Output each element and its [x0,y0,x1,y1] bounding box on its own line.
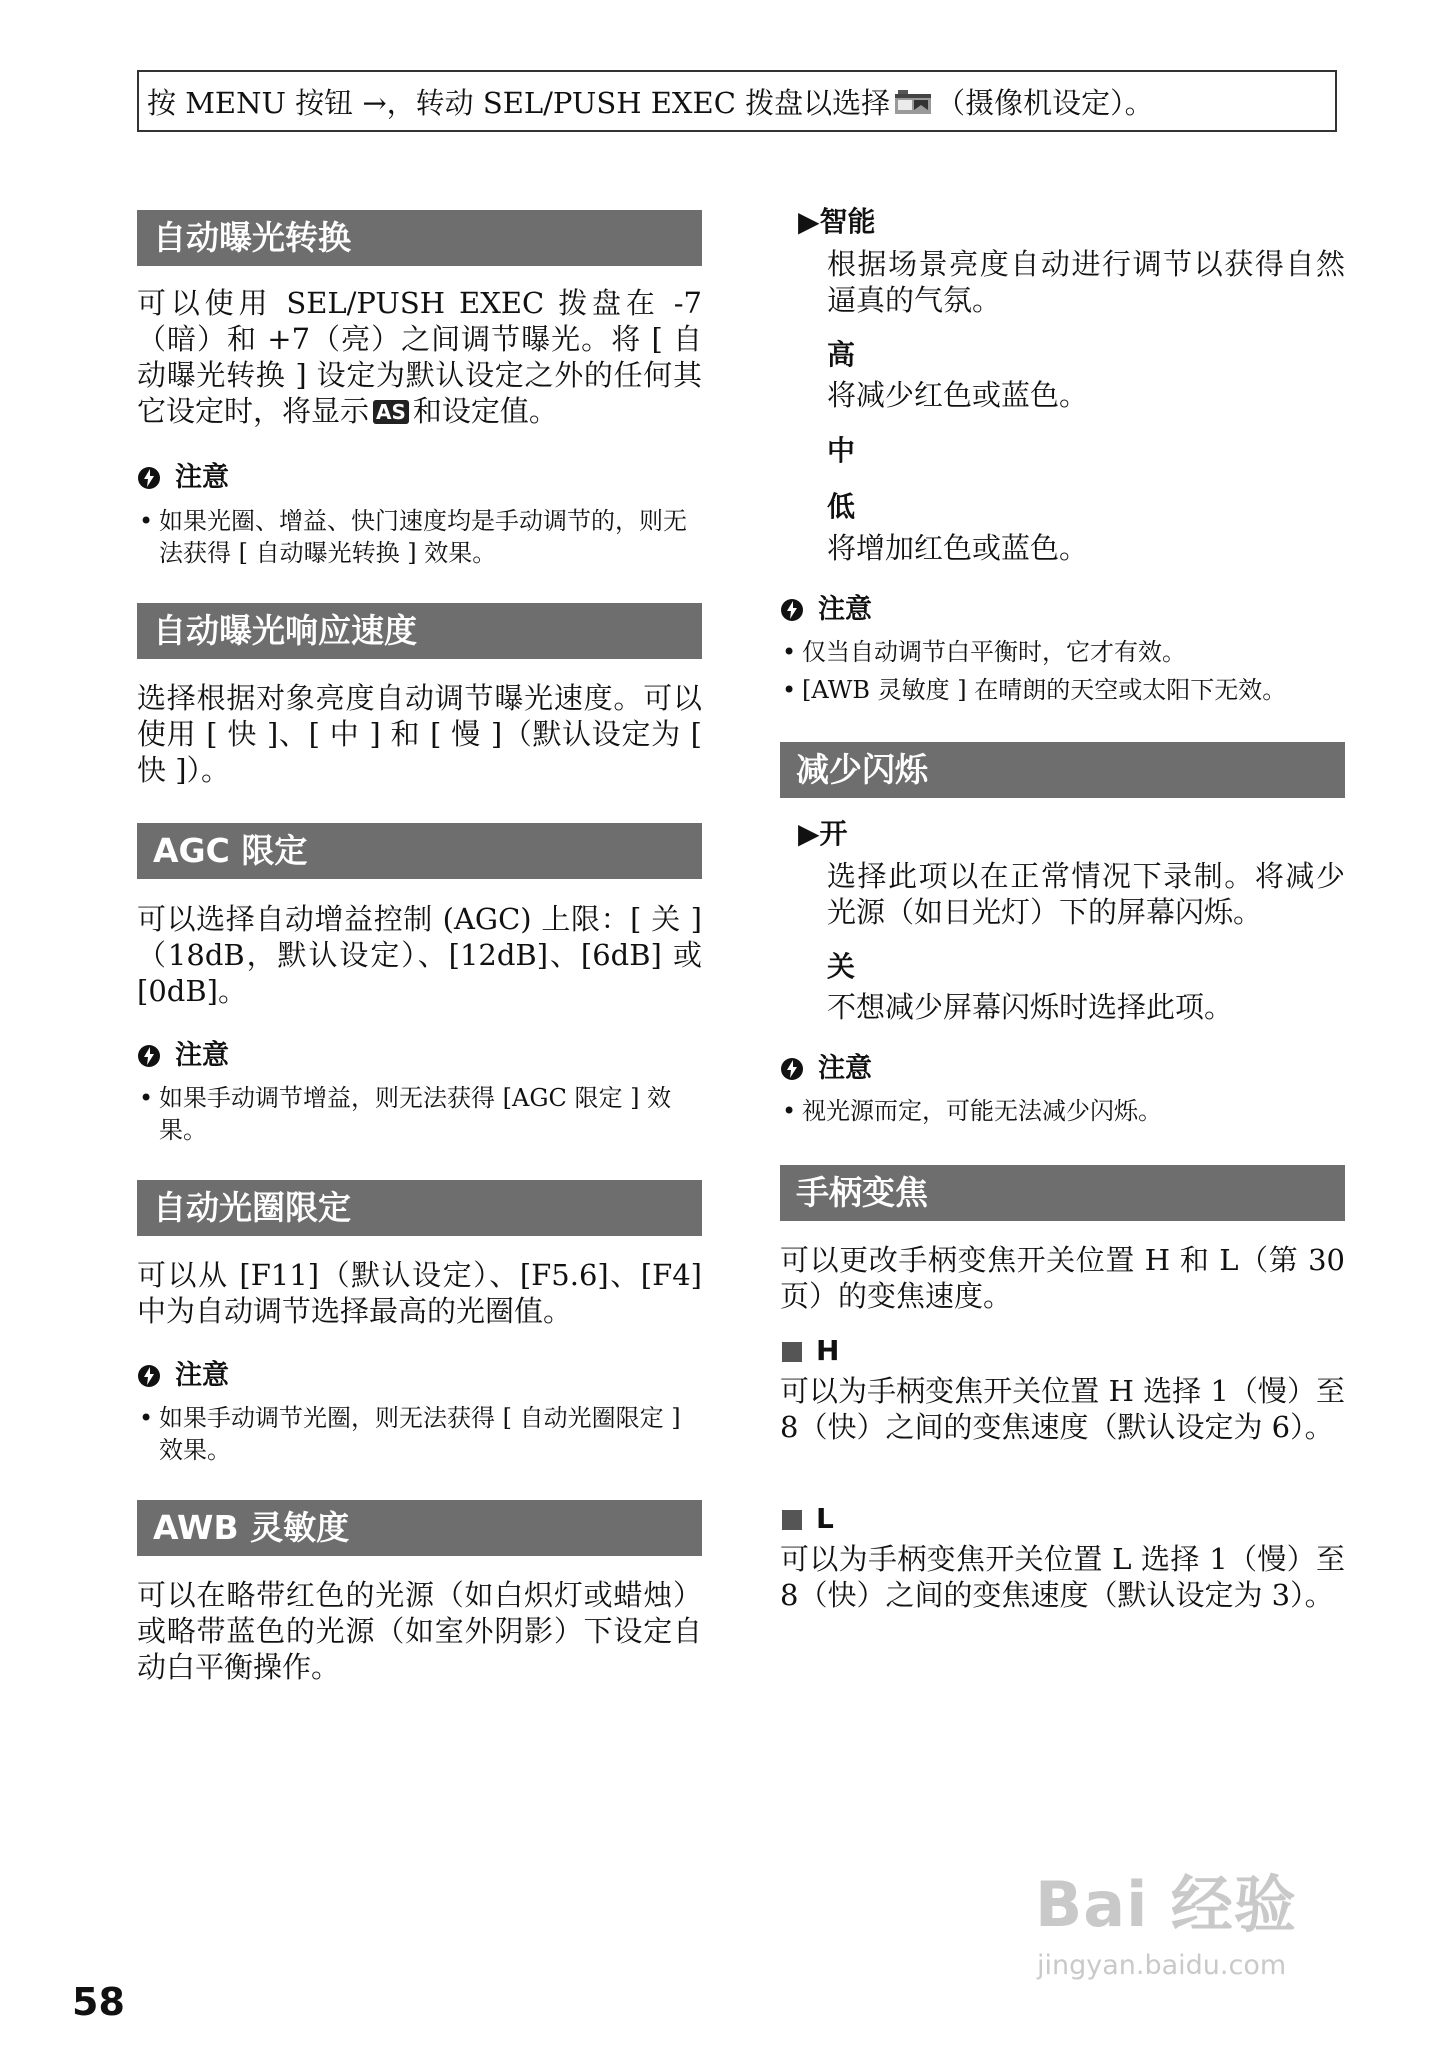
note-item: • 视光源而定，可能无法减少闪烁。 [782,1097,1162,1125]
subsection-title-l-text: L [816,1502,834,1535]
note-title [137,1360,229,1392]
section-title-flicker-reduction: 减少闪烁 [780,742,1345,798]
as-indicator-icon: AS [373,400,409,424]
option-text-low: 将增加红色或蓝色。 [827,531,1089,565]
caution-icon [780,1057,804,1081]
subsection-title-l [782,1502,834,1536]
header-instruction-box [137,70,1337,132]
section-title-handle-zoom: 手柄变焦 [780,1165,1345,1221]
caution-icon [137,466,161,490]
option-text-on: 选择此项以在正常情况下录制。将减少光源（如日光灯）下的屏幕闪烁。 [827,859,1345,929]
note-item: • 仅当自动调节白平衡时，它才有效。 [782,638,1186,666]
note-text: 如果手动调节增益，则无法获得 [AGC 限定 ] 效果。 [159,1084,672,1144]
section-body-handle-zoom: 可以更改手柄变焦开关位置 H 和 L（第 30 页）的变焦速度。 [780,1243,1345,1313]
header-text-before-icon: 按 MENU 按钮 →，转动 SEL/PUSH EXEC 拨盘以选择 [147,85,891,120]
note-title-text: 注意 [818,1053,872,1084]
subsection-text-h: 可以为手柄变焦开关位置 H 选择 1（慢）至 8（快）之间的变焦速度（默认设定为 6）。 [780,1374,1345,1444]
note-title-text: 注意 [175,462,229,493]
note-title-text: 注意 [175,1040,229,1071]
option-text-off: 不想减少屏幕闪烁时选择此项。 [827,990,1234,1024]
option-title-mid: 中 [827,434,856,467]
section-title-auto-iris-limit: 自动光圈限定 [137,1180,702,1236]
square-bullet-icon [782,1342,802,1362]
section-body-auto-iris-limit: 可以从 [F11]（默认设定）、[F5.6]、[F4] 中为自动调节选择最高的光圈值。 [137,1258,702,1328]
note-text: [AWB 灵敏度 ] 在晴朗的天空或太阳下无效。 [802,676,1287,704]
section-title-ae-response: 自动曝光响应速度 [137,603,702,659]
baidu-jingyan-watermark [1035,1855,1297,1981]
body-text-part1: 可以使用 SEL/PUSH EXEC 拨盘在 -7（暗）和 +7（亮）之间调节曝光。将 [ 自动曝光转换 ] 设定为默认设定之外的任何其它设定时，将显示 [137,286,702,428]
note-text: 如果光圈、增益、快门速度均是手动调节的，则无法获得 [ 自动曝光转换 ] 效果。 [159,507,687,567]
note-title [137,462,229,494]
section-body-ae-response: 选择根据对象亮度自动调节曝光速度。可以使用 [ 快 ]、[ 中 ] 和 [ 慢 ]（默认设定为 [ 快 ]）。 [137,681,702,787]
page-number: 58 [72,1980,125,2024]
section-title-auto-exposure-shift: 自动曝光转换 [137,210,702,266]
note-title [137,1040,229,1072]
watermark-sub-text: jingyan.baidu.com [1037,1950,1287,1981]
section-body-auto-exposure-shift [137,285,702,429]
note-title [780,594,872,626]
note-text: 视光源而定，可能无法减少闪烁。 [802,1097,1162,1125]
section-title-awb-sensitivity: AWB 灵敏度 [137,1500,702,1556]
note-item: • 如果手动调节光圈，则无法获得 [ 自动光圈限定 ] 效果。 [139,1404,681,1464]
note-text: 如果手动调节光圈，则无法获得 [ 自动光圈限定 ] 效果。 [159,1404,681,1464]
option-text-smart: 根据场景亮度自动进行调节以获得自然逼真的气氛。 [827,247,1345,317]
option-title-high: 高 [827,338,856,371]
header-text-after-icon: （摄像机设定）。 [936,85,1154,120]
note-title-text: 注意 [818,594,872,625]
note-item: • 如果光圈、增益、快门速度均是手动调节的，则无法获得 [ 自动曝光转换 ] 效果。 [139,507,687,567]
section-body-awb-sensitivity: 可以在略带红色的光源（如白炽灯或蜡烛）或略带蓝色的光源（如室外阴影）下设定自动白平衡操作。 [137,1578,702,1684]
note-item: • 如果手动调节增益，则无法获得 [AGC 限定 ] 效果。 [139,1084,672,1144]
caution-icon [137,1044,161,1068]
option-title-on: ▶开 [798,817,848,850]
option-title-off: 关 [827,950,856,983]
square-bullet-icon [782,1510,802,1530]
body-text-part2: 和设定值。 [412,394,558,428]
subsection-title-h [782,1334,839,1368]
caution-icon [780,598,804,622]
option-text-high: 将减少红色或蓝色。 [827,378,1089,412]
camera-settings-icon [894,88,932,114]
section-body-agc-limit: 可以选择自动增益控制 (AGC) 上限：[ 关 ]（18dB，默认设定）、[12dB]、[6dB] 或 [0dB]。 [137,902,702,1008]
note-title-text: 注意 [175,1360,229,1391]
subsection-title-h-text: H [816,1334,840,1367]
subsection-text-l: 可以为手柄变焦开关位置 L 选择 1（慢）至 8（快）之间的变焦速度（默认设定为 3）。 [780,1542,1345,1612]
section-title-agc-limit: AGC 限定 [137,823,702,879]
watermark-main-text: Bai 经验 [1035,1868,1297,1941]
option-title-low: 低 [827,490,856,523]
caution-icon [137,1364,161,1388]
note-text: 仅当自动调节白平衡时，它才有效。 [802,638,1186,666]
option-title-smart: ▶智能 [798,205,876,238]
note-item: • [AWB 灵敏度 ] 在晴朗的天空或太阳下无效。 [782,676,1287,704]
note-title [780,1053,872,1085]
